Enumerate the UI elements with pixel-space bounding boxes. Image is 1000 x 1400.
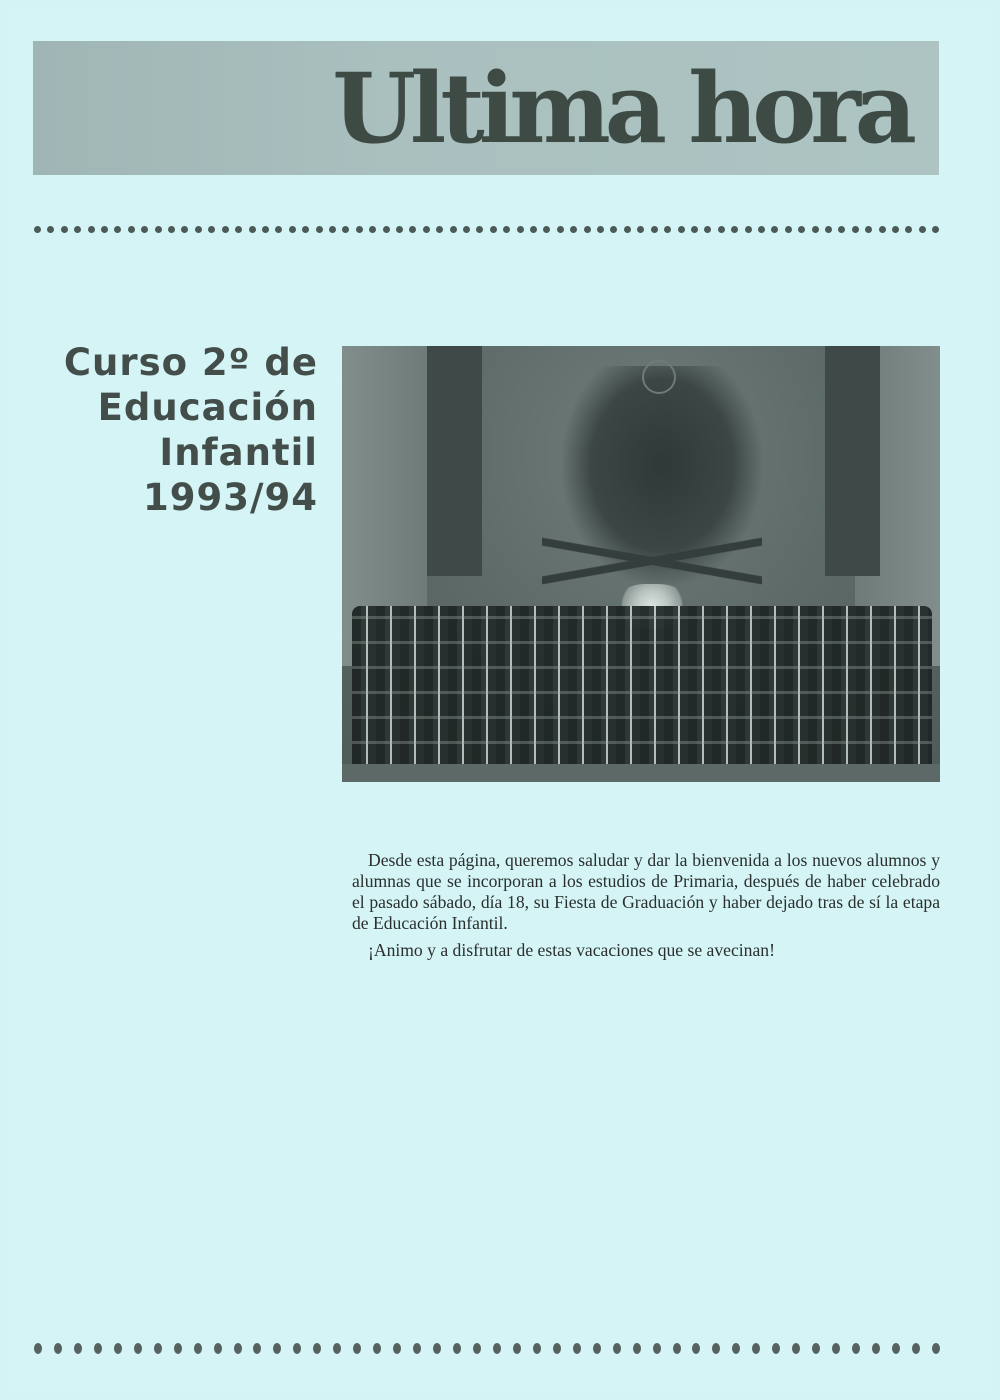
dot <box>905 226 912 233</box>
dot <box>879 226 886 233</box>
dot <box>771 226 778 233</box>
dot <box>513 1343 521 1354</box>
dot <box>691 226 698 233</box>
dot <box>393 1343 401 1354</box>
dot <box>453 1343 461 1354</box>
dot <box>141 226 148 233</box>
dot <box>74 1343 82 1354</box>
dot <box>214 1343 222 1354</box>
dot <box>613 1343 621 1354</box>
photo-students-rows <box>352 606 932 766</box>
dotted-divider-bottom <box>34 1343 940 1354</box>
dot <box>235 226 242 233</box>
dot <box>423 226 430 233</box>
dot <box>174 1343 182 1354</box>
dot <box>892 1343 900 1354</box>
dot <box>633 1343 641 1354</box>
article-paragraph-1: Desde esta página, queremos saludar y dar la bienvenida a los nuevos alumnos y alumnas que se incorporan a los estudios de Primaria, después de haber celebrado el pasado sábado, día 18, su Fiesta de Graduación y haber dejado tras de sí la etapa de Educación Infantil. <box>352 850 940 933</box>
dot <box>573 1343 581 1354</box>
dot <box>653 1343 661 1354</box>
dot <box>785 226 792 233</box>
dot <box>490 226 497 233</box>
dot <box>208 226 215 233</box>
dot <box>553 1343 561 1354</box>
dot <box>54 1343 62 1354</box>
dot <box>792 1343 800 1354</box>
dot <box>293 1343 301 1354</box>
dot <box>61 226 68 233</box>
dot <box>752 1343 760 1354</box>
dot <box>134 1343 142 1354</box>
dot <box>128 226 135 233</box>
dot <box>154 1343 162 1354</box>
dot <box>772 1343 780 1354</box>
dot <box>832 1343 840 1354</box>
dot <box>570 226 577 233</box>
dot <box>758 226 765 233</box>
heading-line-2: Educación <box>97 386 318 429</box>
article-paragraph-2: ¡Animo y a disfrutar de estas vacaciones que se avecinan! <box>368 940 775 960</box>
dot <box>692 1343 700 1354</box>
dot <box>47 226 54 233</box>
article-body <box>352 850 940 967</box>
dot <box>34 1343 42 1354</box>
dot <box>289 226 296 233</box>
heading-line-1: Curso 2º de <box>63 341 318 384</box>
dot <box>637 226 644 233</box>
dot <box>313 1343 321 1354</box>
dot <box>673 1343 681 1354</box>
dot <box>155 226 162 233</box>
dot <box>932 226 939 233</box>
dot <box>222 226 229 233</box>
dot <box>463 226 470 233</box>
dot <box>353 1343 361 1354</box>
dot <box>234 1343 242 1354</box>
dot <box>593 1343 601 1354</box>
section-heading <box>40 340 318 520</box>
dot <box>383 226 390 233</box>
dot <box>253 1343 261 1354</box>
dot <box>101 226 108 233</box>
photo-halo <box>642 360 676 394</box>
heading-line-4: 1993/94 <box>143 476 318 519</box>
graduation-photo <box>342 346 940 782</box>
dot <box>275 226 282 233</box>
dot <box>872 1343 880 1354</box>
dot <box>597 226 604 233</box>
dot <box>731 226 738 233</box>
header-banner <box>33 41 939 175</box>
dot <box>852 226 859 233</box>
heading-line-3: Infantil <box>159 431 318 474</box>
dotted-divider-top <box>34 226 940 233</box>
dot <box>356 226 363 233</box>
dot <box>745 226 752 233</box>
dot <box>517 226 524 233</box>
dot <box>584 226 591 233</box>
dot <box>195 226 202 233</box>
dot <box>262 226 269 233</box>
dot <box>503 226 510 233</box>
dot <box>932 1343 940 1354</box>
photo-floor <box>342 764 940 782</box>
dot <box>329 226 336 233</box>
photo-pillar-left <box>427 346 482 576</box>
dot <box>34 226 41 233</box>
dot <box>373 1343 381 1354</box>
dot <box>88 226 95 233</box>
dot <box>342 226 349 233</box>
dot <box>852 1343 860 1354</box>
dot <box>838 226 845 233</box>
dot <box>664 226 671 233</box>
dot <box>704 226 711 233</box>
dot <box>94 1343 102 1354</box>
dot <box>413 1343 421 1354</box>
dot <box>812 226 819 233</box>
dot <box>610 226 617 233</box>
dot <box>114 226 121 233</box>
dot <box>476 226 483 233</box>
dot <box>732 1343 740 1354</box>
dot <box>409 226 416 233</box>
dot <box>433 1343 441 1354</box>
dot <box>543 226 550 233</box>
dot <box>74 226 81 233</box>
dot <box>530 226 537 233</box>
page-title: Ultima hora <box>332 52 911 165</box>
dot <box>168 226 175 233</box>
dot <box>473 1343 481 1354</box>
dot <box>712 1343 720 1354</box>
dot <box>718 226 725 233</box>
dot <box>892 226 899 233</box>
dot <box>825 226 832 233</box>
dot <box>493 1343 501 1354</box>
dot <box>557 226 564 233</box>
dot <box>181 226 188 233</box>
dot <box>865 226 872 233</box>
dot <box>369 226 376 233</box>
dot <box>533 1343 541 1354</box>
dot <box>912 1343 920 1354</box>
dot <box>194 1343 202 1354</box>
photo-pediment <box>542 536 762 586</box>
dot <box>450 226 457 233</box>
dot <box>678 226 685 233</box>
dot <box>273 1343 281 1354</box>
photo-pillar-right <box>825 346 880 576</box>
dot <box>249 226 256 233</box>
dot <box>651 226 658 233</box>
dot <box>798 226 805 233</box>
dot <box>624 226 631 233</box>
dot <box>114 1343 122 1354</box>
dot <box>333 1343 341 1354</box>
dot <box>302 226 309 233</box>
dot <box>436 226 443 233</box>
dot <box>812 1343 820 1354</box>
dot <box>396 226 403 233</box>
dot <box>316 226 323 233</box>
dot <box>919 226 926 233</box>
